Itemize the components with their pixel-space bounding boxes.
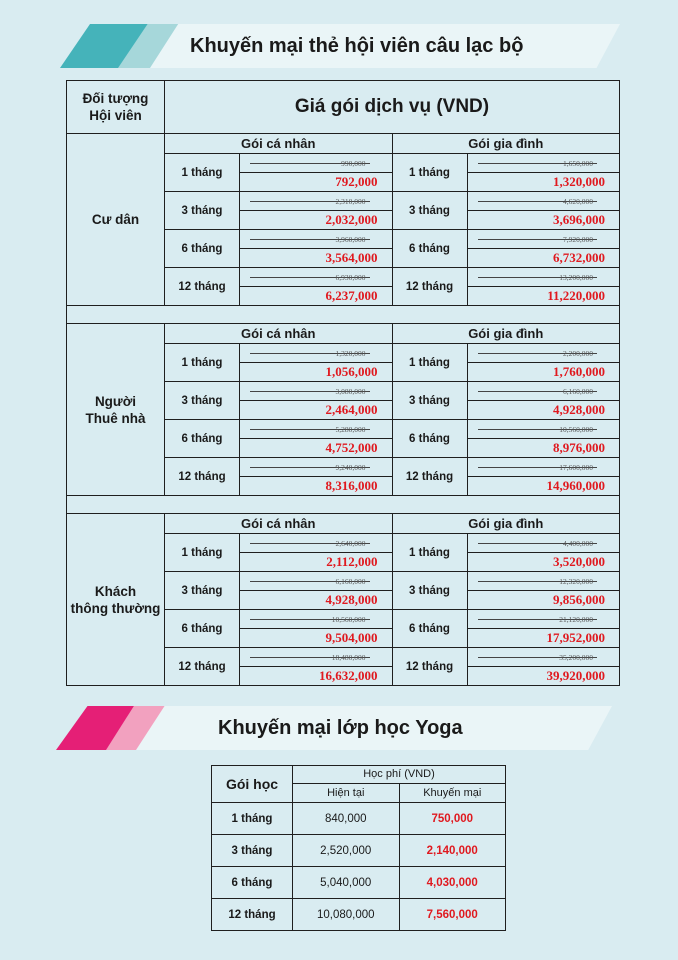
membership-title: Khuyến mại thẻ hội viên câu lạc bộ — [190, 35, 524, 57]
original-price: 35,200,000 — [559, 652, 593, 662]
price-cells — [468, 344, 620, 381]
original-price: 1,320,000 — [335, 348, 366, 358]
price-cells — [468, 154, 620, 191]
duration-label: 6 tháng — [165, 420, 240, 457]
price-row — [165, 534, 392, 572]
yoga-promo-price: 7,560,000 — [426, 908, 478, 921]
header-package: Gói học — [212, 766, 293, 802]
original-price: 3,960,000 — [335, 234, 366, 244]
original-price-cell — [240, 268, 392, 287]
promo-price: 3,520,000 — [553, 554, 605, 569]
duration-label: 12 tháng — [393, 268, 468, 305]
yoga-current-price: 2,520,000 — [293, 835, 400, 866]
price-cells — [240, 382, 392, 419]
package-columns — [165, 514, 619, 685]
duration-label: 6 tháng — [165, 230, 240, 267]
price-row — [393, 344, 620, 382]
membership-banner — [0, 24, 678, 68]
price-row — [393, 268, 620, 305]
price-cells — [240, 572, 392, 609]
price-row — [393, 192, 620, 230]
promo-price: 17,952,000 — [546, 630, 605, 645]
promo-price: 4,928,000 — [553, 402, 605, 417]
price-row — [393, 382, 620, 420]
duration-label: 12 tháng — [393, 648, 468, 685]
header-fee: Học phí (VND) — [293, 766, 505, 784]
original-price: 4,400,000 — [563, 538, 593, 548]
price-row — [165, 572, 392, 610]
price-row — [393, 458, 620, 495]
original-price-cell — [240, 534, 392, 553]
original-price: 17,600,000 — [559, 462, 593, 472]
package-header: Gói gia đình — [468, 326, 544, 341]
yoga-duration: 12 tháng — [212, 899, 293, 930]
promo-price: 2,032,000 — [325, 212, 378, 227]
price-cells — [468, 534, 620, 571]
price-row — [393, 534, 620, 572]
original-price: 10,560,000 — [559, 424, 593, 434]
member-group — [67, 514, 619, 685]
price-cells — [468, 382, 620, 419]
duration-label: 6 tháng — [165, 610, 240, 647]
yoga-price-table — [211, 765, 506, 931]
price-cells — [240, 192, 392, 229]
yoga-row — [212, 899, 505, 930]
duration-label: 12 tháng — [393, 458, 468, 495]
header-member-type: Đối tượng Hội viên — [67, 81, 165, 133]
promo-price: 3,564,000 — [325, 250, 378, 265]
original-price-cell — [240, 572, 392, 591]
original-price: 13,200,000 — [559, 272, 593, 282]
original-price-cell — [468, 268, 620, 287]
duration-label: 3 tháng — [165, 572, 240, 609]
group-spacer — [67, 306, 619, 324]
original-price-cell — [468, 382, 620, 401]
package-column — [165, 344, 393, 495]
promo-price: 4,752,000 — [325, 440, 378, 455]
duration-label: 6 tháng — [393, 610, 468, 647]
original-price: 21,120,000 — [559, 614, 593, 624]
member-type-label: Khách thông thường — [67, 514, 165, 685]
original-price: 6,160,000 — [563, 386, 593, 396]
original-price: 2,310,000 — [335, 196, 366, 206]
original-price-cell — [468, 344, 620, 363]
original-price-cell — [240, 344, 392, 363]
package-header: Gói cá nhân — [165, 134, 393, 153]
price-cells — [240, 458, 392, 495]
package-column — [165, 154, 393, 305]
duration-label: 1 tháng — [165, 154, 240, 191]
yoga-row — [212, 835, 505, 867]
price-cells — [468, 192, 620, 229]
duration-label: 1 tháng — [165, 534, 240, 571]
member-type-label: Người Thuê nhà — [67, 324, 165, 495]
price-row — [393, 420, 620, 458]
original-price: 4,620,000 — [563, 196, 593, 206]
duration-label: 3 tháng — [393, 192, 468, 229]
original-price-cell — [240, 458, 392, 477]
original-price-cell — [468, 610, 620, 629]
original-price-cell — [240, 230, 392, 249]
original-price-cell — [468, 534, 620, 553]
duration-label: 3 tháng — [393, 572, 468, 609]
duration-label: 1 tháng — [393, 154, 468, 191]
duration-label: 1 tháng — [393, 344, 468, 381]
duration-label: 12 tháng — [165, 458, 240, 495]
yoga-title: Khuyến mại lớp học Yoga — [218, 717, 463, 739]
header-current: Hiện tại — [293, 784, 400, 802]
duration-label: 3 tháng — [165, 382, 240, 419]
price-cells — [240, 154, 392, 191]
price-cells — [240, 648, 392, 685]
original-price-cell — [240, 420, 392, 439]
member-type-label: Cư dân — [67, 134, 165, 305]
price-row — [165, 268, 392, 305]
price-cells — [468, 610, 620, 647]
package-header: Gói gia đình — [468, 136, 544, 151]
promo-price: 1,320,000 — [553, 174, 605, 189]
original-price-cell — [468, 648, 620, 667]
yoga-current-price: 10,080,000 — [293, 899, 400, 930]
promo-price: 6,732,000 — [553, 250, 605, 265]
original-price-cell — [468, 572, 620, 591]
price-row — [393, 230, 620, 268]
package-column — [393, 344, 620, 495]
price-row — [165, 344, 392, 382]
original-price: 6,160,000 — [335, 576, 366, 586]
price-row — [393, 572, 620, 610]
original-price-cell — [468, 154, 620, 173]
original-price-cell — [240, 192, 392, 211]
price-row — [393, 154, 620, 192]
price-cells — [468, 230, 620, 267]
package-headers — [165, 324, 619, 344]
package-body — [165, 344, 619, 495]
yoga-promo-price: 750,000 — [431, 812, 474, 825]
duration-label: 12 tháng — [165, 648, 240, 685]
price-cells — [240, 230, 392, 267]
package-column — [165, 534, 393, 685]
original-price: 990,000 — [341, 158, 366, 168]
yoga-row — [212, 803, 505, 835]
original-price: 10,560,000 — [331, 614, 366, 624]
promo-price: 4,928,000 — [325, 592, 378, 607]
original-price-cell — [468, 420, 620, 439]
price-row — [165, 230, 392, 268]
price-cells — [468, 268, 620, 305]
promo-price: 2,464,000 — [325, 402, 378, 417]
price-row — [165, 192, 392, 230]
header-fee-group — [293, 766, 505, 802]
price-row — [165, 154, 392, 192]
promo-price: 11,220,000 — [547, 288, 605, 303]
original-price: 3,080,000 — [335, 386, 366, 396]
duration-label: 3 tháng — [393, 382, 468, 419]
duration-label: 6 tháng — [393, 230, 468, 267]
promo-price: 8,316,000 — [325, 478, 378, 493]
package-column — [393, 154, 620, 305]
price-cells — [240, 534, 392, 571]
original-price-cell — [468, 230, 620, 249]
promo-price: 3,696,000 — [553, 212, 605, 227]
package-headers — [165, 514, 619, 534]
original-price-cell — [240, 154, 392, 173]
package-header: Gói cá nhân — [165, 324, 393, 343]
original-price-cell — [240, 382, 392, 401]
package-columns — [165, 134, 619, 305]
original-price-cell — [468, 192, 620, 211]
yoga-row — [212, 867, 505, 899]
duration-label: 6 tháng — [393, 420, 468, 457]
price-cells — [468, 420, 620, 457]
promo-price: 6,237,000 — [325, 288, 378, 303]
yoga-rows — [212, 803, 505, 930]
package-header: Gói cá nhân — [165, 514, 393, 533]
member-group — [67, 134, 619, 306]
yoga-promo-price: 4,030,000 — [426, 876, 478, 889]
price-cells — [240, 420, 392, 457]
price-row — [165, 382, 392, 420]
original-price-cell — [240, 610, 392, 629]
package-body — [165, 154, 619, 305]
promo-price: 2,112,000 — [326, 554, 378, 569]
duration-label: 3 tháng — [165, 192, 240, 229]
header-service-price: Giá gói dịch vụ (VND) — [294, 96, 490, 117]
package-columns — [165, 324, 619, 495]
yoga-current-price: 5,040,000 — [293, 867, 400, 898]
header-fee-subcols — [293, 784, 505, 802]
yoga-current-price: 840,000 — [293, 803, 400, 834]
original-price: 9,240,000 — [335, 462, 366, 472]
original-price: 6,930,000 — [335, 272, 366, 282]
price-cells — [240, 268, 392, 305]
promo-price: 792,000 — [335, 174, 378, 189]
promo-price: 1,760,000 — [553, 364, 605, 379]
price-row — [393, 648, 620, 685]
package-header: Gói gia đình — [468, 516, 544, 531]
yoga-table-header — [212, 766, 505, 803]
package-headers — [165, 134, 619, 154]
yoga-duration: 3 tháng — [212, 835, 293, 866]
member-groups — [67, 134, 619, 685]
table-header — [67, 81, 619, 134]
promo-price: 8,976,000 — [553, 440, 605, 455]
package-body — [165, 534, 619, 685]
duration-label: 1 tháng — [165, 344, 240, 381]
price-cells — [468, 648, 620, 685]
promo-price: 14,960,000 — [546, 478, 605, 493]
price-row — [165, 610, 392, 648]
yoga-duration: 1 tháng — [212, 803, 293, 834]
original-price: 18,480,000 — [331, 652, 366, 662]
original-price: 12,320,000 — [559, 576, 593, 586]
original-price-cell — [468, 458, 620, 477]
yoga-duration: 6 tháng — [212, 867, 293, 898]
original-price: 1,650,000 — [563, 158, 593, 168]
promo-price: 39,920,000 — [546, 668, 605, 683]
price-cells — [240, 610, 392, 647]
price-cells — [240, 344, 392, 381]
yoga-banner — [0, 706, 678, 750]
original-price: 2,200,000 — [563, 348, 593, 358]
duration-label: 1 tháng — [393, 534, 468, 571]
duration-label: 12 tháng — [165, 268, 240, 305]
promo-price: 1,056,000 — [325, 364, 378, 379]
original-price-cell — [240, 648, 392, 667]
price-row — [165, 648, 392, 685]
price-cells — [468, 458, 620, 495]
membership-price-table — [66, 80, 620, 686]
price-cells — [468, 572, 620, 609]
price-row — [165, 458, 392, 495]
member-group — [67, 324, 619, 496]
header-promo: Khuyến mại — [423, 787, 482, 799]
original-price: 5,280,000 — [335, 424, 366, 434]
package-column — [393, 534, 620, 685]
promo-price: 9,856,000 — [553, 592, 605, 607]
price-row — [393, 610, 620, 648]
promo-price: 16,632,000 — [319, 668, 378, 683]
original-price: 2,640,000 — [335, 538, 366, 548]
promo-price: 9,504,000 — [325, 630, 378, 645]
original-price: 7,920,000 — [563, 234, 593, 244]
yoga-promo-price: 2,140,000 — [426, 844, 478, 857]
price-row — [165, 420, 392, 458]
group-spacer — [67, 496, 619, 514]
